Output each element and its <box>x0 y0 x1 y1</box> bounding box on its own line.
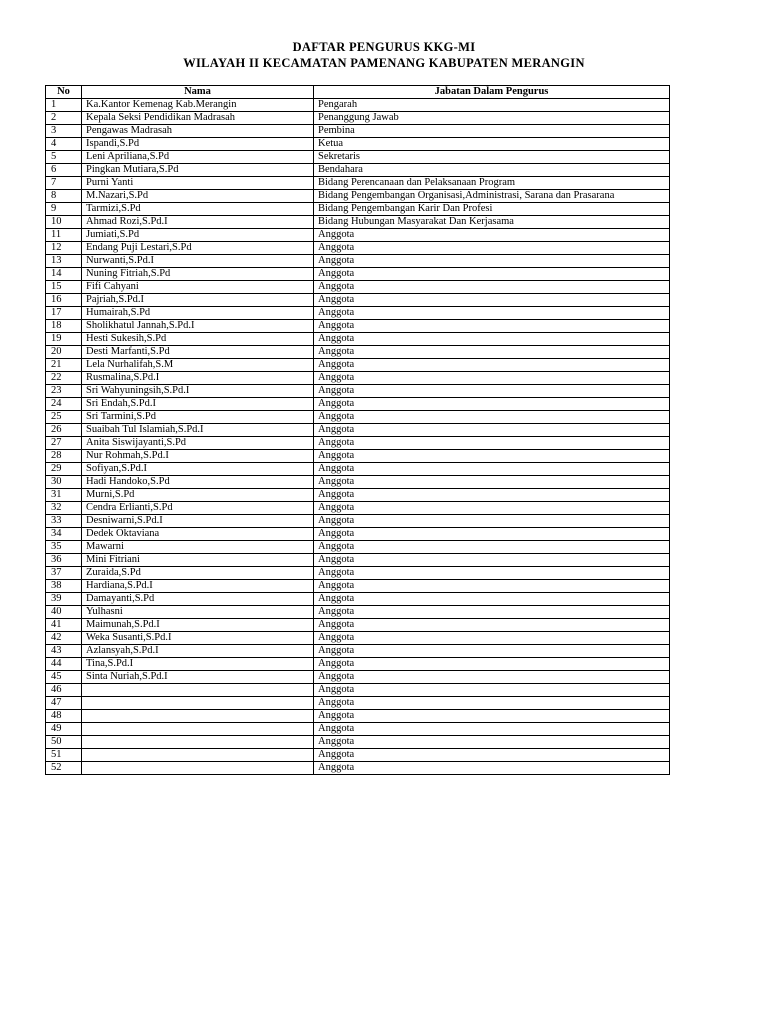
cell-nama: Nurwanti,S.Pd.I <box>82 255 314 268</box>
cell-no: 16 <box>46 294 82 307</box>
cell-nama: Kepala Seksi Pendidikan Madrasah <box>82 112 314 125</box>
cell-nama: Nur Rohmah,S.Pd.I <box>82 450 314 463</box>
cell-no: 10 <box>46 216 82 229</box>
table-row <box>46 619 670 632</box>
cell-no: 19 <box>46 333 82 346</box>
table-row <box>46 268 670 281</box>
cell-jabatan: Anggota <box>314 359 670 372</box>
table-row <box>46 658 670 671</box>
cell-nama: Fifi Cahyani <box>82 281 314 294</box>
cell-nama: Hadi Handoko,S.Pd <box>82 476 314 489</box>
cell-jabatan: Anggota <box>314 723 670 736</box>
cell-jabatan: Penanggung Jawab <box>314 112 670 125</box>
cell-no: 40 <box>46 606 82 619</box>
cell-no: 34 <box>46 528 82 541</box>
table-header-row <box>46 86 670 99</box>
table-row <box>46 749 670 762</box>
cell-nama: Sinta Nuriah,S.Pd.I <box>82 671 314 684</box>
cell-no: 37 <box>46 567 82 580</box>
cell-no: 49 <box>46 723 82 736</box>
table-row <box>46 164 670 177</box>
table-row <box>46 294 670 307</box>
cell-no: 25 <box>46 411 82 424</box>
cell-nama <box>82 736 314 749</box>
cell-nama: Hesti Sukesih,S.Pd <box>82 333 314 346</box>
cell-no: 2 <box>46 112 82 125</box>
cell-jabatan: Anggota <box>314 372 670 385</box>
table-row <box>46 593 670 606</box>
cell-nama: Endang Puji Lestari,S.Pd <box>82 242 314 255</box>
cell-no: 48 <box>46 710 82 723</box>
cell-jabatan: Anggota <box>314 294 670 307</box>
table-row <box>46 554 670 567</box>
cell-jabatan: Anggota <box>314 411 670 424</box>
cell-jabatan: Bendahara <box>314 164 670 177</box>
cell-nama: Pengawas Madrasah <box>82 125 314 138</box>
cell-nama: Leni Apriliana,S.Pd <box>82 151 314 164</box>
cell-nama: Azlansyah,S.Pd.I <box>82 645 314 658</box>
cell-no: 45 <box>46 671 82 684</box>
table-row <box>46 346 670 359</box>
cell-no: 38 <box>46 580 82 593</box>
cell-jabatan: Anggota <box>314 437 670 450</box>
cell-nama: Ispandi,S.Pd <box>82 138 314 151</box>
cell-jabatan: Anggota <box>314 242 670 255</box>
cell-no: 7 <box>46 177 82 190</box>
cell-nama: Nuning Fitriah,S.Pd <box>82 268 314 281</box>
cell-nama: Desti Marfanti,S.Pd <box>82 346 314 359</box>
table-row <box>46 359 670 372</box>
cell-nama: Pingkan Mutiara,S.Pd <box>82 164 314 177</box>
cell-nama: Yulhasni <box>82 606 314 619</box>
cell-no: 20 <box>46 346 82 359</box>
cell-jabatan: Anggota <box>314 463 670 476</box>
table-row <box>46 502 670 515</box>
table-row <box>46 437 670 450</box>
cell-nama: M.Nazari,S.Pd <box>82 190 314 203</box>
cell-nama: Ka.Kantor Kemenag Kab.Merangin <box>82 99 314 112</box>
cell-jabatan: Anggota <box>314 255 670 268</box>
cell-no: 33 <box>46 515 82 528</box>
cell-jabatan: Anggota <box>314 554 670 567</box>
table-row <box>46 385 670 398</box>
cell-jabatan: Anggota <box>314 606 670 619</box>
cell-no: 30 <box>46 476 82 489</box>
cell-nama: Pajriah,S.Pd.I <box>82 294 314 307</box>
cell-jabatan: Anggota <box>314 515 670 528</box>
cell-nama <box>82 749 314 762</box>
cell-jabatan: Anggota <box>314 450 670 463</box>
cell-jabatan: Anggota <box>314 593 670 606</box>
cell-nama: Suaibah Tul Islamiah,S.Pd.I <box>82 424 314 437</box>
cell-nama: Mini Fitriani <box>82 554 314 567</box>
cell-no: 4 <box>46 138 82 151</box>
header-jabatan: Jabatan Dalam Pengurus <box>314 86 670 99</box>
table-row <box>46 489 670 502</box>
cell-jabatan: Anggota <box>314 580 670 593</box>
cell-nama: Maimunah,S.Pd.I <box>82 619 314 632</box>
document-title: DAFTAR PENGURUS KKG-MI <box>292 40 476 54</box>
cell-nama: Weka Susanti,S.Pd.I <box>82 632 314 645</box>
cell-jabatan: Anggota <box>314 502 670 515</box>
table-body <box>46 99 670 775</box>
cell-no: 41 <box>46 619 82 632</box>
cell-no: 50 <box>46 736 82 749</box>
cell-no: 1 <box>46 99 82 112</box>
cell-jabatan: Anggota <box>314 333 670 346</box>
cell-jabatan: Anggota <box>314 229 670 242</box>
table-row <box>46 463 670 476</box>
document-subtitle: WILAYAH II KECAMATAN PAMENANG KABUPATEN MERANGIN <box>183 56 585 70</box>
cell-no: 23 <box>46 385 82 398</box>
cell-no: 22 <box>46 372 82 385</box>
header-no: No <box>46 86 82 99</box>
cell-nama <box>82 684 314 697</box>
cell-jabatan: Anggota <box>314 567 670 580</box>
cell-nama <box>82 762 314 775</box>
cell-jabatan: Ketua <box>314 138 670 151</box>
cell-jabatan: Sekretaris <box>314 151 670 164</box>
cell-no: 5 <box>46 151 82 164</box>
cell-no: 12 <box>46 242 82 255</box>
table-row <box>46 528 670 541</box>
pengurus-table <box>45 85 670 775</box>
cell-no: 51 <box>46 749 82 762</box>
cell-jabatan: Bidang Perencanaan dan Pelaksanaan Program <box>314 177 670 190</box>
table-row <box>46 476 670 489</box>
cell-nama: Purni Yanti <box>82 177 314 190</box>
cell-jabatan: Pembina <box>314 125 670 138</box>
cell-nama: Sholikhatul Jannah,S.Pd.I <box>82 320 314 333</box>
table-row <box>46 671 670 684</box>
cell-no: 47 <box>46 697 82 710</box>
table-row <box>46 450 670 463</box>
cell-jabatan: Anggota <box>314 658 670 671</box>
table-row <box>46 736 670 749</box>
cell-jabatan: Bidang Pengembangan Organisasi,Administrasi, Sarana dan Prasarana <box>314 190 670 203</box>
table-row <box>46 138 670 151</box>
cell-jabatan: Anggota <box>314 710 670 723</box>
cell-nama: Rusmalina,S.Pd.I <box>82 372 314 385</box>
table-row <box>46 320 670 333</box>
cell-no: 26 <box>46 424 82 437</box>
cell-jabatan: Anggota <box>314 346 670 359</box>
cell-jabatan: Anggota <box>314 619 670 632</box>
table-row <box>46 515 670 528</box>
table-row <box>46 203 670 216</box>
cell-jabatan: Anggota <box>314 307 670 320</box>
cell-no: 13 <box>46 255 82 268</box>
table-row <box>46 190 670 203</box>
cell-no: 9 <box>46 203 82 216</box>
table-row <box>46 255 670 268</box>
cell-jabatan: Anggota <box>314 645 670 658</box>
table-row <box>46 580 670 593</box>
cell-nama: Lela Nurhalifah,S.M <box>82 359 314 372</box>
cell-jabatan: Anggota <box>314 398 670 411</box>
cell-no: 14 <box>46 268 82 281</box>
cell-no: 43 <box>46 645 82 658</box>
cell-no: 11 <box>46 229 82 242</box>
cell-nama: Mawarni <box>82 541 314 554</box>
cell-nama: Sri Tarmini,S.Pd <box>82 411 314 424</box>
cell-no: 21 <box>46 359 82 372</box>
cell-nama: Murni,S.Pd <box>82 489 314 502</box>
cell-no: 6 <box>46 164 82 177</box>
cell-nama: Damayanti,S.Pd <box>82 593 314 606</box>
cell-nama: Ahmad Rozi,S.Pd.I <box>82 216 314 229</box>
cell-no: 29 <box>46 463 82 476</box>
table-row <box>46 697 670 710</box>
table-row <box>46 372 670 385</box>
cell-nama: Dedek Oktaviana <box>82 528 314 541</box>
cell-no: 46 <box>46 684 82 697</box>
cell-jabatan: Anggota <box>314 736 670 749</box>
table-row <box>46 333 670 346</box>
table-row <box>46 229 670 242</box>
cell-no: 27 <box>46 437 82 450</box>
table-row <box>46 242 670 255</box>
table-row <box>46 762 670 775</box>
cell-nama: Jumiati,S.Pd <box>82 229 314 242</box>
cell-no: 15 <box>46 281 82 294</box>
table-row <box>46 125 670 138</box>
table-row <box>46 99 670 112</box>
cell-nama: Tina,S.Pd.I <box>82 658 314 671</box>
cell-jabatan: Anggota <box>314 281 670 294</box>
table-row <box>46 645 670 658</box>
table-row <box>46 177 670 190</box>
cell-no: 24 <box>46 398 82 411</box>
cell-no: 28 <box>46 450 82 463</box>
table-row <box>46 723 670 736</box>
cell-no: 42 <box>46 632 82 645</box>
cell-nama: Hardiana,S.Pd.I <box>82 580 314 593</box>
cell-no: 39 <box>46 593 82 606</box>
cell-jabatan: Bidang Hubungan Masyarakat Dan Kerjasama <box>314 216 670 229</box>
cell-jabatan: Anggota <box>314 476 670 489</box>
table-row <box>46 684 670 697</box>
cell-jabatan: Anggota <box>314 385 670 398</box>
cell-jabatan: Pengarah <box>314 99 670 112</box>
table-row <box>46 632 670 645</box>
cell-jabatan: Anggota <box>314 489 670 502</box>
cell-jabatan: Bidang Pengembangan Karir Dan Profesi <box>314 203 670 216</box>
table-row <box>46 541 670 554</box>
cell-nama: Sri Wahyuningsih,S.Pd.I <box>82 385 314 398</box>
cell-jabatan: Anggota <box>314 632 670 645</box>
table-row <box>46 307 670 320</box>
cell-no: 32 <box>46 502 82 515</box>
cell-jabatan: Anggota <box>314 762 670 775</box>
cell-no: 8 <box>46 190 82 203</box>
cell-nama <box>82 723 314 736</box>
cell-no: 52 <box>46 762 82 775</box>
cell-jabatan: Anggota <box>314 320 670 333</box>
cell-nama: Desniwarni,S.Pd.I <box>82 515 314 528</box>
cell-jabatan: Anggota <box>314 424 670 437</box>
table-row <box>46 281 670 294</box>
cell-no: 18 <box>46 320 82 333</box>
cell-no: 17 <box>46 307 82 320</box>
cell-jabatan: Anggota <box>314 528 670 541</box>
cell-no: 3 <box>46 125 82 138</box>
table-row <box>46 567 670 580</box>
cell-jabatan: Anggota <box>314 268 670 281</box>
table-row <box>46 424 670 437</box>
cell-nama: Anita Siswijayanti,S.Pd <box>82 437 314 450</box>
table-row <box>46 411 670 424</box>
cell-nama: Sofiyan,S.Pd.I <box>82 463 314 476</box>
table-row <box>46 606 670 619</box>
cell-jabatan: Anggota <box>314 697 670 710</box>
header-nama: Nama <box>82 86 314 99</box>
table-row <box>46 216 670 229</box>
cell-jabatan: Anggota <box>314 749 670 762</box>
cell-nama: Tarmizi,S.Pd <box>82 203 314 216</box>
table-row <box>46 710 670 723</box>
cell-nama <box>82 710 314 723</box>
table-row <box>46 398 670 411</box>
cell-no: 44 <box>46 658 82 671</box>
cell-nama <box>82 697 314 710</box>
cell-no: 35 <box>46 541 82 554</box>
cell-jabatan: Anggota <box>314 541 670 554</box>
cell-nama: Humairah,S.Pd <box>82 307 314 320</box>
cell-nama: Zuraida,S.Pd <box>82 567 314 580</box>
cell-jabatan: Anggota <box>314 671 670 684</box>
cell-no: 31 <box>46 489 82 502</box>
table-row <box>46 112 670 125</box>
table-row <box>46 151 670 164</box>
cell-nama: Cendra Erlianti,S.Pd <box>82 502 314 515</box>
cell-nama: Sri Endah,S.Pd.I <box>82 398 314 411</box>
cell-no: 36 <box>46 554 82 567</box>
cell-jabatan: Anggota <box>314 684 670 697</box>
